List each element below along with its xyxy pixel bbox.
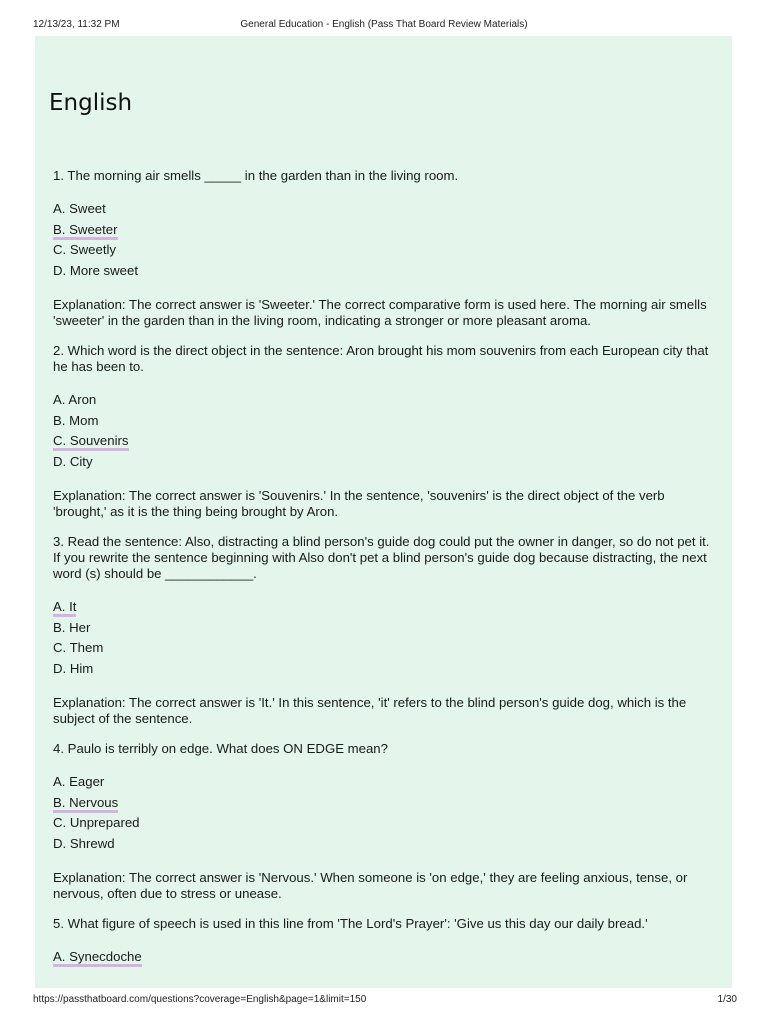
question-4 — [53, 741, 719, 902]
answer-options — [53, 772, 719, 854]
option-b: B. Mom — [53, 412, 99, 428]
option-d: D. Shrewd — [53, 835, 115, 851]
question-5 — [53, 916, 719, 968]
question-text: 2. Which word is the direct object in the sentence: Aron brought his mom souvenirs from each European city that he has been to. — [53, 343, 709, 374]
option-d: D. More sweet — [53, 262, 139, 278]
option-a-correct: A. Synecdoche — [53, 947, 719, 968]
question-1 — [53, 168, 719, 329]
question-text: 1. The morning air smells _____ in the garden than in the living room. — [53, 168, 459, 183]
question-2 — [53, 343, 719, 520]
option-b-correct: B. Nervous — [53, 793, 719, 814]
content-panel — [35, 36, 732, 988]
option-d: D. Him — [53, 660, 94, 676]
print-date: 12/13/23, 11:32 PM — [33, 19, 120, 30]
question-text: 3. Read the sentence: Also, distracting a blind person's guide dog could put the owner in danger, so do not pet it. If you rewrite the sentence beginning with Also don't pet a blind person's guide dog because distracting, the next word (s) should be ____________. — [53, 534, 710, 581]
answer-options — [53, 390, 719, 472]
answer-options — [53, 597, 719, 679]
option-c-correct: C. Souvenirs — [53, 431, 719, 452]
option-c: C. Sweetly — [53, 242, 117, 257]
option-d: D. City — [53, 453, 93, 469]
option-a: A. Eager — [53, 774, 105, 789]
question-3 — [53, 534, 719, 727]
question-text: 5. What figure of speech is used in this line from 'The Lord's Prayer': 'Give us this day our daily bread.' — [53, 916, 648, 931]
explanation: Explanation: The correct answer is 'Sweeter.' The correct comparative form is used here. The morning air smells 'sweeter' in the garden than in the living room, indicating a stronger or more pleasant aroma. — [53, 297, 707, 328]
option-a: A. Sweet — [53, 201, 106, 216]
explanation: Explanation: The correct answer is 'It.' In this sentence, 'it' refers to the blind person's guide dog, which is the subject of the sentence. — [53, 695, 687, 726]
option-b: B. Her — [53, 619, 91, 635]
document-title: General Education - English (Pass That Board Review Materials) — [240, 19, 528, 30]
page-number: 1/30 — [717, 994, 737, 1005]
answer-options — [53, 199, 719, 281]
option-b-correct: B. Sweeter — [53, 220, 719, 241]
question-text: 4. Paulo is terribly on edge. What does ON EDGE mean? — [53, 741, 388, 756]
page-title: English — [49, 89, 132, 117]
option-c: C. Them — [53, 640, 104, 655]
question-list — [53, 168, 719, 984]
option-c: C. Unprepared — [53, 815, 140, 830]
explanation: Explanation: The correct answer is 'Nervous.' When someone is 'on edge,' they are feeling anxious, tense, or nervous, often due to stress or unease. — [53, 870, 688, 901]
print-header — [0, 19, 768, 33]
answer-options — [53, 947, 719, 968]
print-footer — [0, 994, 768, 1008]
explanation: Explanation: The correct answer is 'Souvenirs.' In the sentence, 'souvenirs' is the direct object of the verb 'brought,' as it is the thing being brought by Aron. — [53, 488, 665, 519]
option-a-correct: A. It — [53, 597, 719, 618]
option-a: A. Aron — [53, 392, 97, 407]
page-url: https://passthatboard.com/questions?coverage=English&page=1&limit=150 — [33, 994, 367, 1005]
